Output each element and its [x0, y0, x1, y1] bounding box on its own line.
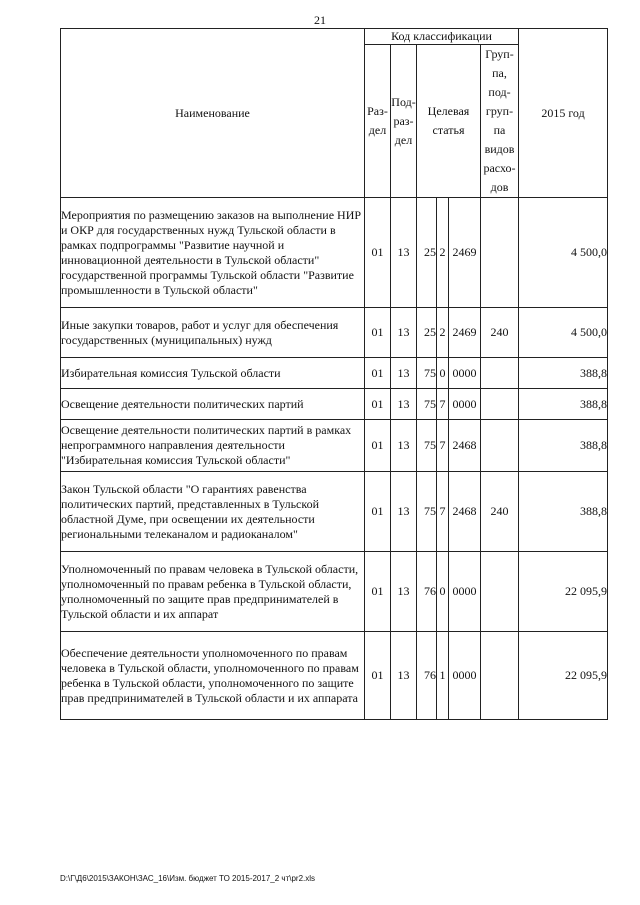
header-row-1 [61, 29, 608, 45]
row-amount: 4 500,0 [519, 198, 608, 308]
row-name: Освещение деятельности политических партий [61, 389, 365, 420]
row-statya-2: 7 [437, 420, 449, 472]
row-amount: 388,8 [519, 472, 608, 552]
row-statya-1: 75 [417, 472, 437, 552]
header-statya: Целевая статья [417, 45, 481, 198]
row-statya-1: 76 [417, 552, 437, 632]
row-statya-1: 75 [417, 358, 437, 389]
row-vid: 240 [481, 308, 519, 358]
row-statya-3: 0000 [449, 389, 481, 420]
row-statya-3: 2469 [449, 198, 481, 308]
row-amount: 388,8 [519, 420, 608, 472]
row-vid: 240 [481, 472, 519, 552]
row-name: Закон Тульской области "О гарантиях равенства политических партий, представленных в Тульской областной Думе, при освещении их деятельности региональными телеканалом и радиоканалом" [61, 472, 365, 552]
row-statya-3: 2468 [449, 472, 481, 552]
row-amount: 4 500,0 [519, 308, 608, 358]
row-name: Мероприятия по размещению заказов на выполнение НИР и ОКР для государственных нужд Тульской области в рамках подпрограммы "Развитие научной и инновационной деятельности в Тульской области" государственной программы Тульской области "Развитие промышленности в Тульской области" [61, 198, 365, 308]
row-statya-2: 2 [437, 198, 449, 308]
row-name: Уполномоченный по правам человека в Тульской области, уполномоченный по правам ребенка в Тульской области, уполномоченный по защите прав предпринимателей в Тульской области и их аппарат [61, 552, 365, 632]
budget-table [60, 28, 608, 720]
row-podrazdel: 13 [391, 472, 417, 552]
row-vid [481, 632, 519, 720]
header-name: Наименование [61, 29, 365, 198]
row-amount: 22 095,9 [519, 552, 608, 632]
row-amount: 388,8 [519, 358, 608, 389]
row-podrazdel: 13 [391, 420, 417, 472]
table-row [61, 198, 608, 308]
row-amount: 388,8 [519, 389, 608, 420]
header-podrazdel: Под- раз- дел [391, 45, 417, 198]
header-razdel: Раз- дел [365, 45, 391, 198]
row-razdel: 01 [365, 308, 391, 358]
row-statya-2: 0 [437, 358, 449, 389]
row-podrazdel: 13 [391, 552, 417, 632]
row-statya-1: 76 [417, 632, 437, 720]
row-statya-1: 25 [417, 198, 437, 308]
row-statya-3: 2469 [449, 308, 481, 358]
row-razdel: 01 [365, 389, 391, 420]
row-statya-3: 0000 [449, 358, 481, 389]
row-razdel: 01 [365, 552, 391, 632]
row-razdel: 01 [365, 632, 391, 720]
row-statya-3: 0000 [449, 552, 481, 632]
table-row [61, 632, 608, 720]
row-amount: 22 095,9 [519, 632, 608, 720]
row-name: Освещение деятельности политических партий в рамках непрограммного направления деятельности "Избирательная комиссия Тульской области" [61, 420, 365, 472]
row-podrazdel: 13 [391, 358, 417, 389]
page-number: 21 [314, 13, 326, 27]
row-statya-2: 2 [437, 308, 449, 358]
header-year: 2015 год [519, 29, 608, 198]
table-row [61, 308, 608, 358]
row-razdel: 01 [365, 358, 391, 389]
row-razdel: 01 [365, 198, 391, 308]
header-gruppa: Груп- па, под- груп- па видов расхо- дов [481, 45, 519, 198]
row-statya-2: 7 [437, 472, 449, 552]
row-statya-1: 75 [417, 389, 437, 420]
row-vid [481, 420, 519, 472]
table-row [61, 472, 608, 552]
table-row [61, 389, 608, 420]
row-vid [481, 389, 519, 420]
file-path-footer: D:\Г\Д6\2015\ЗАКОН\ЗАС_16\Изм. бюджет ТО 2015-2017_2 чт\pr2.xls [60, 874, 316, 883]
row-razdel: 01 [365, 420, 391, 472]
table-row [61, 552, 608, 632]
row-statya-2: 0 [437, 552, 449, 632]
row-name: Избирательная комиссия Тульской области [61, 358, 365, 389]
row-statya-2: 7 [437, 389, 449, 420]
row-statya-1: 75 [417, 420, 437, 472]
row-vid [481, 358, 519, 389]
row-statya-3: 0000 [449, 632, 481, 720]
row-razdel: 01 [365, 472, 391, 552]
row-podrazdel: 13 [391, 389, 417, 420]
row-podrazdel: 13 [391, 632, 417, 720]
header-code: Код классификации [365, 29, 519, 45]
row-statya-3: 2468 [449, 420, 481, 472]
row-statya-1: 25 [417, 308, 437, 358]
row-vid [481, 552, 519, 632]
table-row [61, 358, 608, 389]
row-podrazdel: 13 [391, 198, 417, 308]
row-name: Иные закупки товаров, работ и услуг для обеспечения государственных (муниципальных) нужд [61, 308, 365, 358]
row-podrazdel: 13 [391, 308, 417, 358]
table-row [61, 420, 608, 472]
row-vid [481, 198, 519, 308]
row-statya-2: 1 [437, 632, 449, 720]
row-name: Обеспечение деятельности уполномоченного по правам человека в Тульской области, уполномоченного по правам ребенка в Тульской области, уполномоченного по защите прав предпринимателей в Тульской области и их аппарата [61, 632, 365, 720]
